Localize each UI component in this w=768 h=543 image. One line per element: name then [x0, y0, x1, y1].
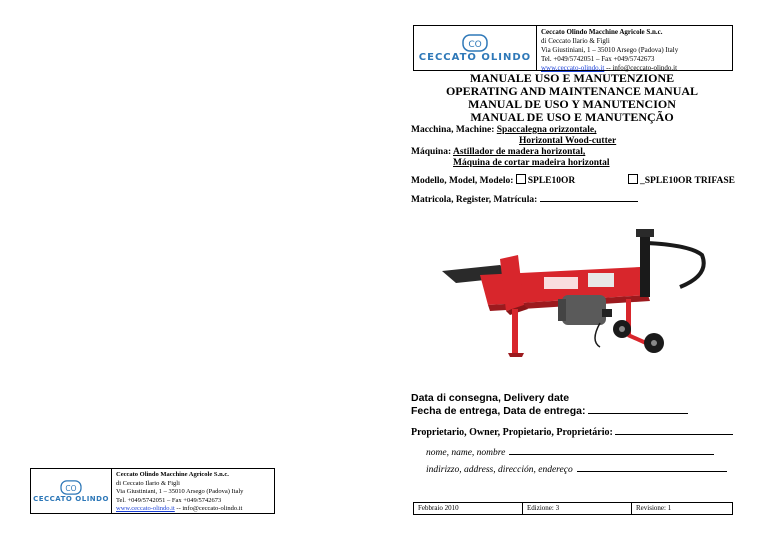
company-email-small: info@ceccato-olindo.it: [182, 505, 243, 512]
company-info-small: [111, 469, 247, 513]
manual-titles: [413, 72, 731, 124]
brand-wordmark: CECCATO OLINDO: [418, 51, 532, 63]
company-web-line: www.ceccato-olindo.it -- info@ceccato-olindo.it: [541, 64, 678, 72]
company-logo: [414, 26, 536, 70]
company-footer-box: [30, 468, 275, 514]
title-pt: MANUAL DE USO E MANUTENÇÃO: [470, 110, 674, 124]
machine-value-it: Spaccalegna orizzontale,: [496, 125, 597, 135]
machine-label-es: Máquina:: [411, 147, 452, 157]
delivery-label-2: Fecha de entrega, Data de entrega:: [411, 405, 586, 417]
company-header-box: [413, 25, 733, 71]
revision-footer: [413, 502, 733, 515]
footer-revision: Revisione: 1: [636, 504, 672, 512]
brand-wordmark-small: CECCATO OLINDO: [33, 494, 109, 503]
website-link[interactable]: www.ceccato-olindo.it: [541, 64, 605, 72]
company-name: Ceccato Olindo Macchine Agricole S.n.c.: [541, 28, 663, 36]
website-link-small[interactable]: www.ceccato-olindo.it: [116, 505, 175, 512]
owner-blank[interactable]: [615, 425, 733, 435]
company-owners: di Ceccato Ilario & Figli: [541, 37, 610, 45]
company-address-small: Via Giustiniani, 1 – 35010 Arsego (Padova) Italy: [116, 488, 244, 495]
company-info: [536, 26, 682, 70]
machine-value-pt: Máquina de cortar madeira horizontal: [453, 158, 610, 168]
owner-address-label: indirizzo, address, dirección, endereço: [426, 465, 573, 475]
machine-value-es: Astillador de madera horizontal,: [452, 147, 586, 157]
model-label: Modello, Model, Modelo:: [411, 176, 514, 186]
company-web-line-small: www.ceccato-olindo.it -- info@ceccato-olindo.it: [116, 505, 243, 512]
owner-name-field: [426, 442, 736, 460]
title-en: OPERATING AND MAINTENANCE MANUAL: [445, 84, 699, 98]
company-owners-small: di Ceccato Ilario & Figli: [116, 479, 180, 487]
register-label: Matricola, Register, Matrícula:: [411, 195, 538, 205]
wood-splitter-image: [440, 225, 720, 365]
title-it: MANUALE USO E MANUTENZIONE: [469, 71, 675, 85]
owner-label: Proprietario, Owner, Propietario, Proprietário:: [411, 427, 613, 438]
model-option-2: _SPLE10OR TRIFASE: [640, 176, 735, 186]
delivery-field: [411, 392, 741, 417]
machine-label: Macchina, Machine:: [411, 125, 495, 135]
model-field: [411, 174, 746, 187]
owner-address-field: [426, 459, 736, 477]
company-email: info@ceccato-olindo.it: [612, 64, 678, 72]
model-option-1: SPLE10OR: [527, 176, 576, 186]
model-checkbox-1[interactable]: [516, 174, 526, 184]
company-name-small: Ceccato Olindo Macchine Agricole S.n.c.: [116, 471, 229, 478]
register-field: [411, 193, 741, 206]
delivery-blank[interactable]: [588, 404, 688, 414]
delivery-label-1: Data di consegna, Delivery date: [411, 392, 570, 404]
company-phone-small: Tel. +049/5742051 – Fax +049/5742673: [116, 496, 222, 504]
ceccato-logo-icon: [60, 480, 82, 495]
machine-field: [411, 125, 741, 169]
company-phone: Tel. +049/5742051 – Fax +049/5742673: [541, 55, 655, 63]
company-logo-small: [31, 469, 111, 513]
footer-date: Febbraio 2010: [414, 503, 523, 514]
title-es: MANUAL DE USO Y MANUTENCION: [468, 97, 676, 111]
owner-name-blank[interactable]: [509, 445, 714, 455]
owner-name-label: nome, name, nombre: [426, 448, 506, 458]
model-checkbox-2[interactable]: [628, 174, 638, 184]
register-blank[interactable]: [540, 193, 638, 202]
ceccato-logo-icon: [462, 34, 488, 52]
company-address: Via Giustiniani, 1 – 35010 Arsego (Padova) Italy: [541, 46, 679, 54]
svg-text:CO: CO: [468, 39, 482, 50]
svg-text:CO: CO: [65, 483, 77, 493]
footer-edition: Edizione: 3: [523, 503, 632, 514]
owner-field: [411, 425, 741, 438]
machine-value-en: Horizontal Wood-cutter: [519, 136, 617, 146]
owner-address-blank[interactable]: [577, 462, 727, 472]
